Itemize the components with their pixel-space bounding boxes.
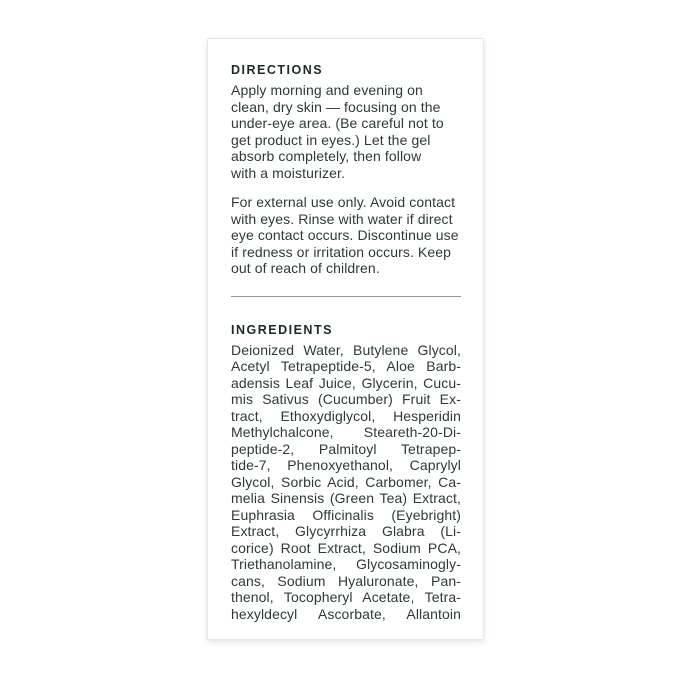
ingredients-list-text: Deionized Water, Butylene Glycol, Acetyl Tetrapeptide-5, Aloe Barb- adensis Leaf Juice, Glycerin, Cucu- mis Sativus (Cucumber) Fruit Ex- tract, Ethoxydiglycol, Hesperidin Methylchalcone, Steareth-20-Di- peptide-2, Palmitoyl Tetrapep- tide-7, Phenoxyethanol, Caprylyl Glycol, Sorbic Acid, Carbomer, Ca- melia Sinensis (Green Tea) Extract, Euphrasia Officinalis (Eyebright) Extract, Glycyrrhiza Glabra (Li- corice) Root Extract, Sodium PCA, Triethanolamine, Glycosaminogly- cans, Sodium Hyaluronate, Pan- thenol, Tocopheryl Acetate, Tetra- hexyldecyl Ascorbate, Allantoin bbox=[231, 341, 461, 622]
directions-warning-text: For external use only. Avoid contact with eyes. Rinse with water if direct eye contact occurs. Discontinue use if redness or irritation occurs. Keep out of reach of children. bbox=[231, 194, 459, 276]
product-label-panel bbox=[207, 38, 484, 640]
section-divider bbox=[231, 296, 461, 297]
directions-heading: DIRECTIONS bbox=[231, 63, 324, 77]
ingredients-heading: INGREDIENTS bbox=[231, 322, 333, 337]
directions-usage-text: Apply morning and evening on clean, dry skin — focusing on the under-eye area. (Be careful not to get product in eyes.) Let the gel absorb completely, then follow with a moisturizer. bbox=[231, 82, 444, 181]
